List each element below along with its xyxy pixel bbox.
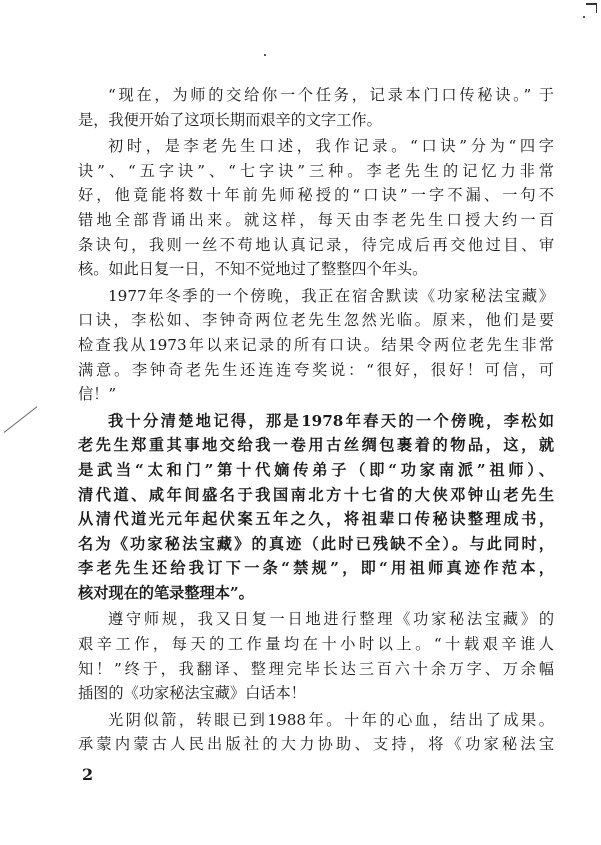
- text-line: 初时，是李老先生口述，我作记录。“口诀”分为“四字: [108, 137, 554, 156]
- text-line: 1977年冬季的一个傍晚，我正在宿舍默读《功家秘法宝藏》: [108, 286, 554, 305]
- text-line: 从清代道光元年起伏案五年之久，将祖辈口传秘诀整理成书，: [78, 510, 554, 529]
- text-line: 口诀，李松如、李钟奇两位老先生忽然光临。原来，他们是要: [78, 311, 554, 330]
- text-line: 检查我从1973年以来记录的所有口诀。结果令两位老先生非常: [78, 335, 554, 354]
- scan-speck: [583, 16, 585, 18]
- text-line: 是武当“太和门”第十代嫡传弟子（即“功家南派”祖师）、: [78, 460, 554, 479]
- text-line: 名为《功家秘法宝藏》的真迹（此时已残缺不全）。与此同时，: [78, 534, 554, 553]
- text-line: 光阴似箭，转眼已到1988年。十年的心血，结出了成果。: [108, 710, 554, 729]
- scan-speck: [264, 54, 266, 56]
- text-line: 李老先生还给我订下一条“禁规”，即“用祖师真迹作范本，: [78, 559, 554, 578]
- text-line: 艰辛工作，每天的工作量均在十小时以上。“十载艰辛谁人: [78, 635, 554, 654]
- text-line: “现在，为师的交给你一个任务，记录本门口传秘诀。” 于: [108, 86, 554, 104]
- text-line: 知！”终于，我翻译、整理完毕长达三百六十余万字、万余幅: [78, 659, 554, 678]
- text-line: 满意。李钟奇老先生还连连夸奖说：“很好，很好！可信，可: [78, 360, 554, 379]
- margin-pencil-mark: [4, 406, 38, 433]
- text-line: 遵守师规，我又日复一日地进行整理《功家秘法宝藏》的: [108, 610, 554, 629]
- text-line: 核。如此日复一日，不知不觉地过了整整四个年头。: [78, 260, 428, 279]
- text-line: 我十分清楚地记得，那是1978年春天的一个傍晚，李松如: [108, 411, 554, 430]
- text-line: 承蒙内蒙古人民出版社的大力协助、支持，将《功家秘法宝: [78, 735, 554, 754]
- text-line: 清代道、咸年间盛名于我国南北方十七省的大侠邓钟山老先生: [78, 485, 554, 504]
- page-number: 2: [82, 765, 94, 784]
- text-line: 核对现在的笔录整理本”。: [78, 583, 254, 602]
- text-line: 是，我便开始了这项长期而艰辛的文字工作。: [78, 110, 382, 129]
- corner-mark: [586, 3, 597, 13]
- text-line: 好，他竟能将数十年前先师秘授的“口诀”一字不漏、一句不: [78, 186, 554, 205]
- body-text: [78, 83, 554, 757]
- text-line: 信！”: [78, 385, 117, 404]
- text-line: 错地全部背诵出来。就这样，每天由李老先生口授大约一百: [78, 210, 554, 229]
- text-line: 条诀句，我则一丝不苟地认真记录，待完成后再交他过目、审: [78, 235, 554, 254]
- text-line: 诀”、“五字诀”、“七字诀”三种。李老先生的记忆力非常: [78, 161, 554, 180]
- text-line: 老先生郑重其事地交给我一卷用古丝绸包裹着的物品，这，就: [78, 436, 554, 455]
- text-line: 插图的《功家秘法宝藏》白话本！: [78, 684, 306, 703]
